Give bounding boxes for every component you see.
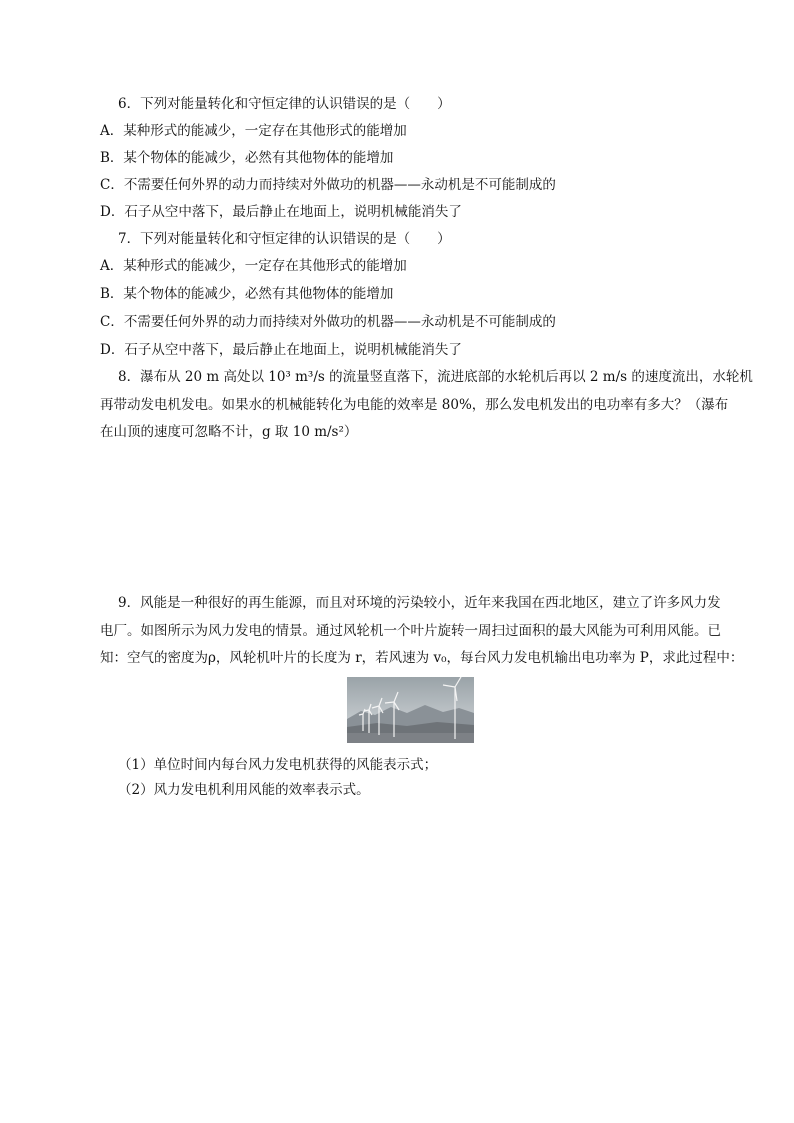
q6-stem: 6．下列对能量转化和守恒定律的认识错误的是（ ） [118, 96, 451, 112]
q7-option-c: C．不需要任何外界的动力而持续对外做功的机器——永动机是不可能制成的 [100, 314, 556, 330]
q7-option-b: B．某个物体的能减少，必然有其他物体的能增加 [100, 286, 394, 302]
q6-option-d: D．石子从空中落下，最后静止在地面上，说明机械能消失了 [100, 204, 462, 220]
q9-sub-2: （2）风力发电机利用风能的效率表示式。 [118, 782, 370, 798]
q8-line-3: 在山顶的速度可忽略不计，g 取 10 m/s²） [100, 424, 358, 440]
q9-sub-1: （1）单位时间内每台风力发电机获得的风能表示式； [118, 757, 438, 773]
q6-option-c: C．不需要任何外界的动力而持续对外做功的机器——永动机是不可能制成的 [100, 177, 556, 193]
q9-line-2: 电厂。如图所示为风力发电的情景。通过风轮机一个叶片旋转一周扫过面积的最大风能为可利用风能。已 [100, 623, 721, 639]
q7-option-a: A．某种形式的能减少，一定存在其他形式的能增加 [100, 258, 407, 274]
q7-stem: 7．下列对能量转化和守恒定律的认识错误的是（ ） [118, 231, 451, 247]
q7-option-d: D．石子从空中落下，最后静止在地面上，说明机械能消失了 [100, 342, 462, 358]
q9-line-3: 知：空气的密度为ρ，风轮机叶片的长度为 r，若风速为 v₀，每台风力发电机输出电功率为 P，求此过程中： [100, 650, 744, 666]
q6-option-b: B．某个物体的能减少，必然有其他物体的能增加 [100, 150, 394, 166]
q9-line-1: 9．风能是一种很好的再生能源，而且对环境的污染较小，近年来我国在西北地区，建立了许多风力发 [118, 595, 721, 611]
wind-turbine-photo [347, 677, 474, 743]
q8-line-2: 再带动发电机发电。如果水的机械能转化为电能的效率是 80%，那么发电机发出的电功率有多大？（瀑布 [100, 397, 729, 413]
q6-option-a: A．某种形式的能减少，一定存在其他形式的能增加 [100, 123, 407, 139]
q8-line-1: 8．瀑布从 20 m 高处以 10³ m³/s 的流量竖直落下，流进底部的水轮机后再以 2 m/s 的速度流出，水轮机 [118, 369, 753, 385]
